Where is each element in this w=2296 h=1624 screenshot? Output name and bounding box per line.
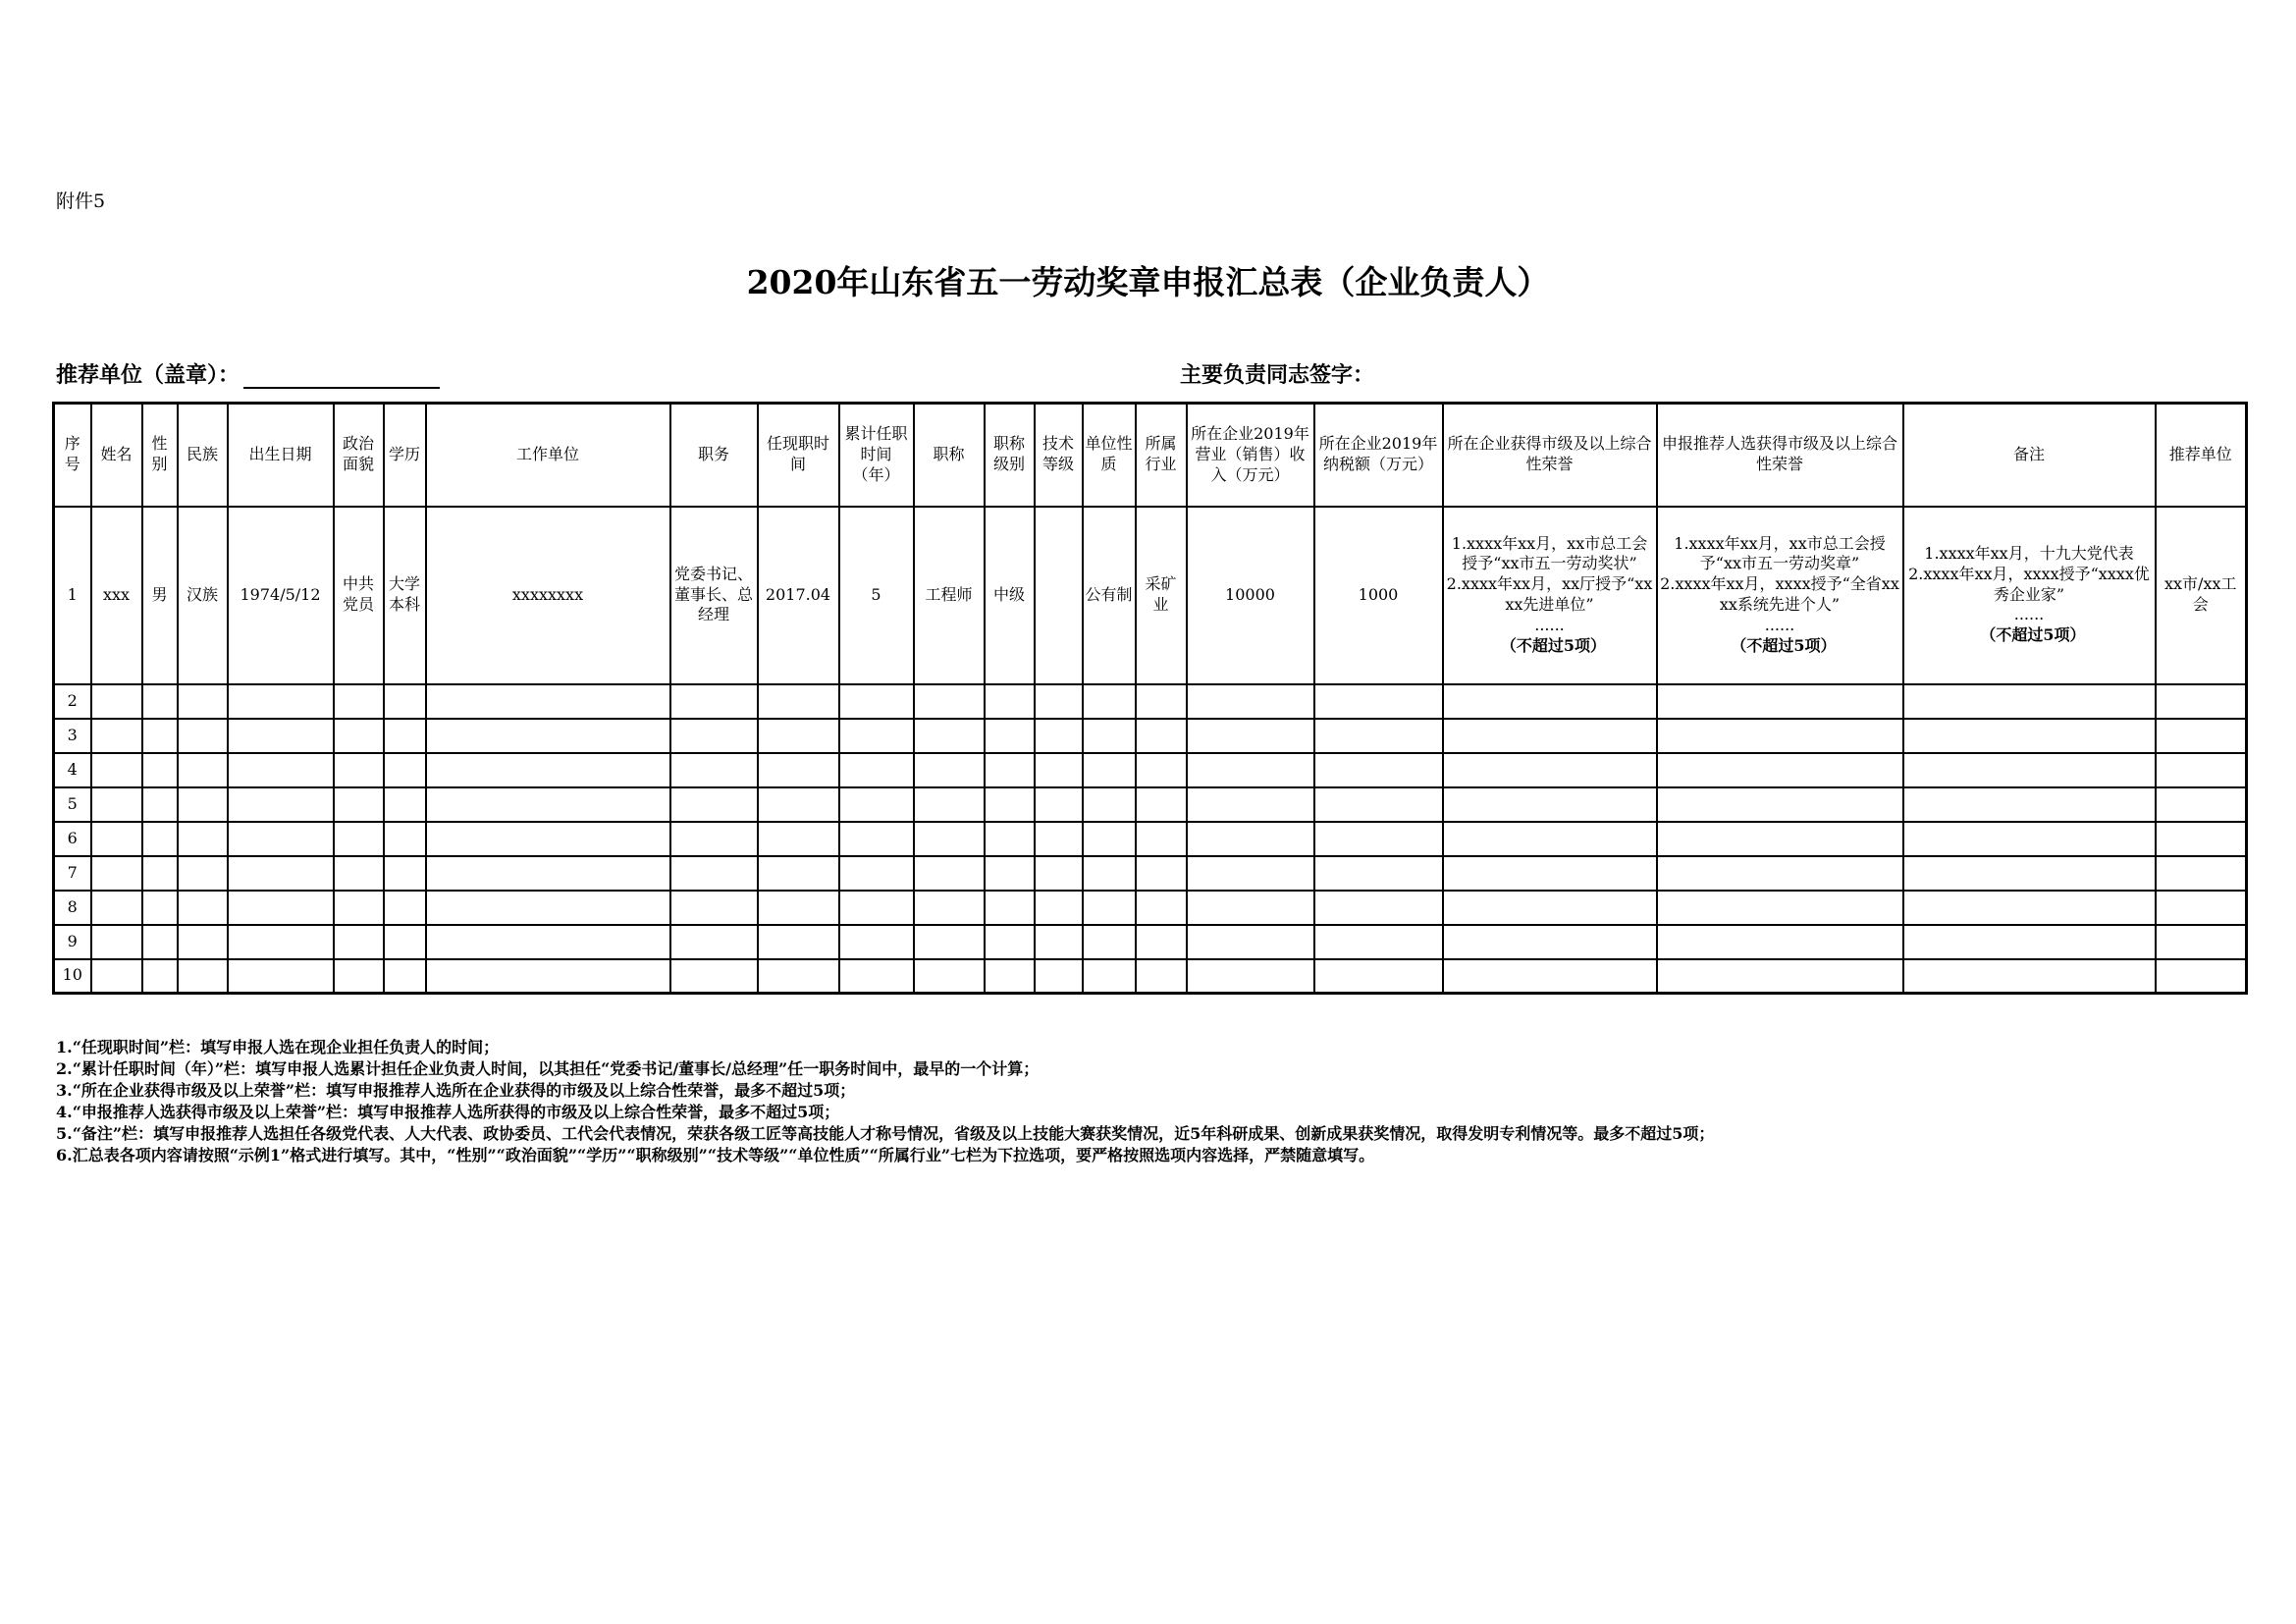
table-cell[interactable] bbox=[1083, 822, 1136, 856]
table-cell[interactable] bbox=[914, 891, 985, 925]
table-cell[interactable] bbox=[142, 753, 178, 787]
table-cell[interactable] bbox=[426, 959, 670, 994]
table-cell[interactable] bbox=[670, 787, 758, 822]
cell-no[interactable]: 10 bbox=[54, 959, 91, 994]
table-cell[interactable] bbox=[384, 925, 426, 959]
table-cell[interactable] bbox=[670, 684, 758, 719]
note-line: 6.汇总表各项内容请按照“示例1”格式进行填写。其中，“性别”“政治面貌”“学历”“职称级别”“技术等级”“单位性质”“所属行业”七栏为下拉选项，要严格按照选项内容选择，严禁随意填写。 bbox=[56, 1146, 1375, 1164]
table-row bbox=[54, 684, 2247, 719]
table-cell[interactable] bbox=[1187, 959, 1314, 994]
table-row bbox=[54, 959, 2247, 994]
table-cell[interactable] bbox=[1035, 787, 1083, 822]
honor-line: ...... bbox=[1764, 615, 1795, 634]
table-cell[interactable] bbox=[914, 925, 985, 959]
table-cell[interactable] bbox=[1187, 684, 1314, 719]
table-cell[interactable] bbox=[91, 856, 142, 891]
table-cell[interactable] bbox=[228, 753, 334, 787]
col-header: 学历 bbox=[384, 404, 426, 507]
table-cell[interactable] bbox=[1083, 753, 1136, 787]
honor-line: 2.xxxx年xx月，xxxx授予“全省xxxx系统先进个人” bbox=[1660, 574, 1899, 614]
table-cell[interactable] bbox=[1657, 684, 1903, 719]
table-cell[interactable] bbox=[1187, 787, 1314, 822]
table-cell[interactable] bbox=[142, 719, 178, 753]
table-cell[interactable] bbox=[228, 719, 334, 753]
table-cell[interactable] bbox=[1314, 684, 1443, 719]
table-cell[interactable] bbox=[91, 753, 142, 787]
table-cell[interactable] bbox=[1657, 856, 1903, 891]
cell-no[interactable]: 9 bbox=[54, 925, 91, 959]
table-cell[interactable] bbox=[1136, 925, 1187, 959]
table-cell[interactable] bbox=[985, 891, 1035, 925]
table-cell[interactable] bbox=[91, 719, 142, 753]
table-cell[interactable] bbox=[178, 684, 228, 719]
table-cell[interactable] bbox=[1136, 753, 1187, 787]
cell-no[interactable]: 5 bbox=[54, 787, 91, 822]
col-header: 职务 bbox=[670, 404, 758, 507]
table-cell[interactable] bbox=[1083, 856, 1136, 891]
cell-recommender[interactable]: xx市/xx工会 bbox=[2156, 507, 2247, 684]
table-cell[interactable] bbox=[670, 719, 758, 753]
table-cell[interactable] bbox=[91, 891, 142, 925]
cell-name[interactable]: xxx bbox=[91, 507, 142, 684]
table-cell[interactable] bbox=[334, 925, 384, 959]
table-cell[interactable] bbox=[178, 891, 228, 925]
table-cell[interactable] bbox=[914, 753, 985, 787]
table-cell[interactable] bbox=[384, 684, 426, 719]
note-line: 5.“备注”栏：填写申报推荐人选担任各级党代表、人大代表、政协委员、工代会代表情况，荣获各级工匠等高技能人才称号情况，省级及以上技能大赛获奖情况，近5年科研成果、创新成果获奖情况，取得发明专利情况等。最多不超过5项； bbox=[56, 1124, 1715, 1143]
table-cell[interactable] bbox=[985, 719, 1035, 753]
table-cell[interactable] bbox=[839, 753, 914, 787]
table-cell[interactable] bbox=[384, 959, 426, 994]
table-cell[interactable] bbox=[1136, 684, 1187, 719]
cell-tax[interactable]: 1000 bbox=[1314, 507, 1443, 684]
table-cell[interactable] bbox=[384, 822, 426, 856]
cell-no[interactable]: 1 bbox=[54, 507, 91, 684]
table-cell[interactable] bbox=[2156, 959, 2247, 994]
table-cell[interactable] bbox=[1187, 891, 1314, 925]
table-cell[interactable] bbox=[426, 891, 670, 925]
table-cell[interactable] bbox=[1903, 787, 2156, 822]
cell-remarks[interactable] bbox=[1903, 507, 2156, 684]
table-cell[interactable] bbox=[1903, 856, 2156, 891]
col-header: 申报推荐人选获得市级及以上综合性荣誉 bbox=[1657, 404, 1903, 507]
table-cell[interactable] bbox=[670, 856, 758, 891]
table-cell[interactable] bbox=[1657, 719, 1903, 753]
table-cell[interactable] bbox=[1314, 753, 1443, 787]
table-cell[interactable] bbox=[1443, 787, 1657, 822]
table-cell[interactable] bbox=[1314, 719, 1443, 753]
table-cell[interactable] bbox=[178, 787, 228, 822]
remark-line: 2.xxxx年xx月，xxxx授予“xxxx优秀企业家” bbox=[1908, 564, 2150, 604]
limit-note: （不超过5项） bbox=[1731, 635, 1837, 655]
col-header: 姓名 bbox=[91, 404, 142, 507]
table-cell[interactable] bbox=[334, 822, 384, 856]
table-cell[interactable] bbox=[1083, 959, 1136, 994]
table-cell[interactable] bbox=[1035, 959, 1083, 994]
table-cell[interactable] bbox=[1083, 925, 1136, 959]
col-header: 所属行业 bbox=[1136, 404, 1187, 507]
table-cell[interactable] bbox=[1035, 891, 1083, 925]
note-line: 1.“任现职时间”栏：填写申报人选在现企业担任负责人的时间； bbox=[56, 1038, 500, 1056]
table-cell[interactable] bbox=[178, 822, 228, 856]
table-cell[interactable] bbox=[914, 959, 985, 994]
table-cell[interactable] bbox=[142, 856, 178, 891]
table-row bbox=[54, 787, 2247, 822]
table-cell[interactable] bbox=[758, 684, 839, 719]
table-cell[interactable] bbox=[1903, 891, 2156, 925]
table-cell[interactable] bbox=[178, 719, 228, 753]
note-line: 4.“申报推荐人选获得市级及以上荣誉”栏：填写申报推荐人选所获得的市级及以上综合性荣誉，最多不超过5项； bbox=[56, 1103, 840, 1121]
table-cell[interactable] bbox=[914, 822, 985, 856]
table-cell[interactable] bbox=[1187, 753, 1314, 787]
table-cell[interactable] bbox=[2156, 891, 2247, 925]
table-cell[interactable] bbox=[758, 959, 839, 994]
table-cell[interactable] bbox=[670, 822, 758, 856]
table-cell[interactable] bbox=[839, 719, 914, 753]
table-cell[interactable] bbox=[1136, 891, 1187, 925]
table-cell[interactable] bbox=[384, 891, 426, 925]
table-row bbox=[54, 507, 2247, 684]
table-cell[interactable] bbox=[1314, 925, 1443, 959]
table-cell[interactable] bbox=[1136, 822, 1187, 856]
col-header: 累计任职时间（年） bbox=[839, 404, 914, 507]
table-cell[interactable] bbox=[384, 719, 426, 753]
table-cell[interactable] bbox=[1314, 787, 1443, 822]
table-cell[interactable] bbox=[91, 959, 142, 994]
limit-note: （不超过5项） bbox=[1500, 635, 1607, 655]
table-cell[interactable] bbox=[142, 822, 178, 856]
table-cell[interactable] bbox=[1083, 719, 1136, 753]
table-cell[interactable] bbox=[1136, 787, 1187, 822]
cell-no[interactable]: 8 bbox=[54, 891, 91, 925]
table-cell[interactable] bbox=[758, 891, 839, 925]
cell-industry[interactable]: 采矿业 bbox=[1136, 507, 1187, 684]
table-cell[interactable] bbox=[670, 925, 758, 959]
table-cell[interactable] bbox=[1903, 719, 2156, 753]
table-cell[interactable] bbox=[758, 753, 839, 787]
table-cell[interactable] bbox=[2156, 925, 2247, 959]
table-cell[interactable] bbox=[1657, 925, 1903, 959]
col-header: 推荐单位 bbox=[2156, 404, 2247, 507]
cell-education[interactable]: 大学本科 bbox=[384, 507, 426, 684]
table-cell[interactable] bbox=[426, 856, 670, 891]
col-header: 备注 bbox=[1903, 404, 2156, 507]
col-header: 工作单位 bbox=[426, 404, 670, 507]
table-cell[interactable] bbox=[839, 787, 914, 822]
table-cell[interactable] bbox=[1187, 925, 1314, 959]
table-cell[interactable] bbox=[914, 787, 985, 822]
table-row bbox=[54, 753, 2247, 787]
attachment-label: 附件5 bbox=[56, 190, 106, 212]
table-cell[interactable] bbox=[985, 822, 1035, 856]
table-cell[interactable] bbox=[334, 959, 384, 994]
col-header: 所在企业获得市级及以上综合性荣誉 bbox=[1443, 404, 1657, 507]
cell-title[interactable]: 工程师 bbox=[914, 507, 985, 684]
table-cell[interactable] bbox=[178, 925, 228, 959]
table-cell[interactable] bbox=[2156, 719, 2247, 753]
table-cell[interactable] bbox=[1083, 787, 1136, 822]
table-cell[interactable] bbox=[334, 787, 384, 822]
table-cell[interactable] bbox=[142, 891, 178, 925]
col-header: 所在企业2019年营业（销售）收入（万元） bbox=[1187, 404, 1314, 507]
honor-line: 1.xxxx年xx月，xx市总工会授予“xx市五一劳动奖章” bbox=[1674, 533, 1886, 573]
cell-no[interactable]: 3 bbox=[54, 719, 91, 753]
note-line: 3.“所在企业获得市级及以上荣誉”栏：填写申报推荐人选所在企业获得的市级及以上综合性荣誉，最多不超过5项； bbox=[56, 1081, 856, 1100]
table-cell[interactable] bbox=[142, 684, 178, 719]
col-header: 所在企业2019年纳税额（万元） bbox=[1314, 404, 1443, 507]
table-cell[interactable] bbox=[228, 684, 334, 719]
table-row bbox=[54, 719, 2247, 753]
notes bbox=[56, 1037, 1714, 1166]
table-cell[interactable] bbox=[914, 856, 985, 891]
table-cell[interactable] bbox=[1035, 684, 1083, 719]
table-cell[interactable] bbox=[1657, 959, 1903, 994]
table-cell[interactable] bbox=[1657, 753, 1903, 787]
table-cell[interactable] bbox=[1903, 753, 2156, 787]
table-cell[interactable] bbox=[1314, 959, 1443, 994]
table-cell[interactable] bbox=[1903, 822, 2156, 856]
remark-line: ...... bbox=[2013, 605, 2045, 624]
table-cell[interactable] bbox=[228, 856, 334, 891]
table-cell[interactable] bbox=[142, 925, 178, 959]
summary-table bbox=[52, 402, 2248, 995]
table-cell[interactable] bbox=[334, 856, 384, 891]
table-cell[interactable] bbox=[985, 959, 1035, 994]
table-cell[interactable] bbox=[1443, 719, 1657, 753]
table-cell[interactable] bbox=[1903, 925, 2156, 959]
table-cell[interactable] bbox=[1443, 959, 1657, 994]
table-cell[interactable] bbox=[1187, 719, 1314, 753]
honor-line: 1.xxxx年xx月，xx市总工会授予“xx市五一劳动奖状” bbox=[1451, 533, 1648, 573]
table-cell[interactable] bbox=[1035, 753, 1083, 787]
signature-label: 主要负责同志签字： bbox=[1180, 362, 1375, 388]
table-cell[interactable] bbox=[758, 856, 839, 891]
cell-no[interactable]: 6 bbox=[54, 822, 91, 856]
table-cell[interactable] bbox=[178, 753, 228, 787]
table-cell[interactable] bbox=[1657, 787, 1903, 822]
table-cell[interactable] bbox=[334, 719, 384, 753]
table-cell[interactable] bbox=[839, 925, 914, 959]
table-cell[interactable] bbox=[839, 822, 914, 856]
table-cell[interactable] bbox=[1443, 753, 1657, 787]
table-cell[interactable] bbox=[1136, 959, 1187, 994]
cell-political[interactable]: 中共党员 bbox=[334, 507, 384, 684]
table-cell[interactable] bbox=[1035, 856, 1083, 891]
cell-since[interactable]: 2017.04 bbox=[758, 507, 839, 684]
col-header: 职称 bbox=[914, 404, 985, 507]
table-cell[interactable] bbox=[839, 891, 914, 925]
table-cell[interactable] bbox=[1443, 925, 1657, 959]
table-cell[interactable] bbox=[91, 822, 142, 856]
col-header: 序号 bbox=[54, 404, 91, 507]
cell-no[interactable]: 2 bbox=[54, 684, 91, 719]
cell-employer[interactable]: xxxxxxxx bbox=[426, 507, 670, 684]
table-cell[interactable] bbox=[228, 822, 334, 856]
table-cell[interactable] bbox=[839, 959, 914, 994]
table-cell[interactable] bbox=[1035, 822, 1083, 856]
table-cell[interactable] bbox=[384, 753, 426, 787]
recommender-label: 推荐单位（盖章）： bbox=[56, 362, 240, 388]
table-cell[interactable] bbox=[985, 753, 1035, 787]
col-header: 技术等级 bbox=[1035, 404, 1083, 507]
table-row bbox=[54, 856, 2247, 891]
table-cell[interactable] bbox=[228, 959, 334, 994]
cell-years[interactable]: 5 bbox=[839, 507, 914, 684]
table-cell[interactable] bbox=[178, 856, 228, 891]
table-cell[interactable] bbox=[384, 787, 426, 822]
table-cell[interactable] bbox=[758, 822, 839, 856]
cell-birth[interactable]: 1974/5/12 bbox=[228, 507, 334, 684]
table-cell[interactable] bbox=[334, 891, 384, 925]
table-cell[interactable] bbox=[91, 925, 142, 959]
table-cell[interactable] bbox=[1187, 856, 1314, 891]
table-cell[interactable] bbox=[142, 959, 178, 994]
cell-title-level[interactable]: 中级 bbox=[985, 507, 1035, 684]
table-cell[interactable] bbox=[228, 925, 334, 959]
cell-no[interactable]: 7 bbox=[54, 856, 91, 891]
table-cell[interactable] bbox=[985, 684, 1035, 719]
table-cell[interactable] bbox=[985, 787, 1035, 822]
table-cell[interactable] bbox=[426, 822, 670, 856]
table-cell[interactable] bbox=[1903, 959, 2156, 994]
table-cell[interactable] bbox=[1443, 822, 1657, 856]
table-row bbox=[54, 822, 2247, 856]
table-cell[interactable] bbox=[1083, 684, 1136, 719]
col-header: 民族 bbox=[178, 404, 228, 507]
table-cell[interactable] bbox=[1187, 822, 1314, 856]
table-cell[interactable] bbox=[334, 684, 384, 719]
table-cell[interactable] bbox=[2156, 856, 2247, 891]
table-cell[interactable] bbox=[670, 891, 758, 925]
table-cell[interactable] bbox=[426, 684, 670, 719]
table-cell[interactable] bbox=[2156, 822, 2247, 856]
table-cell[interactable] bbox=[1035, 719, 1083, 753]
table-cell[interactable] bbox=[1083, 891, 1136, 925]
cell-company-honors[interactable] bbox=[1443, 507, 1657, 684]
table-cell[interactable] bbox=[426, 753, 670, 787]
table-cell[interactable] bbox=[1136, 719, 1187, 753]
table-cell[interactable] bbox=[1443, 684, 1657, 719]
table-cell[interactable] bbox=[670, 959, 758, 994]
table-cell[interactable] bbox=[985, 925, 1035, 959]
table-cell[interactable] bbox=[1443, 856, 1657, 891]
col-header: 出生日期 bbox=[228, 404, 334, 507]
table-cell[interactable] bbox=[228, 787, 334, 822]
page-title: 2020年山东省五一劳动奖章申报汇总表（企业负责人） bbox=[746, 263, 1550, 301]
col-header: 政治面貌 bbox=[334, 404, 384, 507]
cell-unit-nature[interactable]: 公有制 bbox=[1083, 507, 1136, 684]
cell-ethnicity[interactable]: 汉族 bbox=[178, 507, 228, 684]
table-cell[interactable] bbox=[914, 719, 985, 753]
table-row bbox=[54, 925, 2247, 959]
cell-revenue[interactable]: 10000 bbox=[1187, 507, 1314, 684]
table-cell[interactable] bbox=[91, 787, 142, 822]
col-header: 单位性质 bbox=[1083, 404, 1136, 507]
table-cell[interactable] bbox=[839, 684, 914, 719]
table-cell[interactable] bbox=[1903, 684, 2156, 719]
table-cell[interactable] bbox=[228, 891, 334, 925]
cell-no[interactable]: 4 bbox=[54, 753, 91, 787]
limit-note: （不超过5项） bbox=[1980, 625, 2086, 645]
table-cell[interactable] bbox=[1657, 891, 1903, 925]
col-header: 职称级别 bbox=[985, 404, 1035, 507]
table-row bbox=[54, 891, 2247, 925]
table-cell[interactable] bbox=[1136, 856, 1187, 891]
table-cell[interactable] bbox=[426, 787, 670, 822]
table-cell[interactable] bbox=[1443, 891, 1657, 925]
table-cell[interactable] bbox=[334, 753, 384, 787]
honor-line: ...... bbox=[1534, 615, 1565, 634]
table-cell[interactable] bbox=[384, 856, 426, 891]
cell-person-honors[interactable] bbox=[1657, 507, 1903, 684]
table-cell[interactable] bbox=[1657, 822, 1903, 856]
recommender-blank[interactable] bbox=[243, 367, 440, 389]
table-cell[interactable] bbox=[2156, 753, 2247, 787]
table-cell[interactable] bbox=[758, 787, 839, 822]
cell-tech-grade[interactable] bbox=[1035, 507, 1083, 684]
honor-line: 2.xxxx年xx月，xx厅授予“xxxx先进单位” bbox=[1446, 574, 1653, 614]
table-cell[interactable] bbox=[1314, 891, 1443, 925]
table-cell[interactable] bbox=[758, 719, 839, 753]
table-cell[interactable] bbox=[91, 684, 142, 719]
table-cell[interactable] bbox=[2156, 684, 2247, 719]
cell-position[interactable]: 党委书记、董事长、总经理 bbox=[670, 507, 758, 684]
table-cell[interactable] bbox=[914, 684, 985, 719]
table-cell[interactable] bbox=[426, 719, 670, 753]
recommender-field bbox=[56, 358, 440, 389]
table-cell[interactable] bbox=[839, 856, 914, 891]
table-cell[interactable] bbox=[1035, 925, 1083, 959]
table-cell[interactable] bbox=[1314, 856, 1443, 891]
header-row bbox=[54, 404, 2247, 507]
col-header: 任现职时间 bbox=[758, 404, 839, 507]
table-cell[interactable] bbox=[670, 753, 758, 787]
table-cell[interactable] bbox=[2156, 787, 2247, 822]
cell-gender[interactable]: 男 bbox=[142, 507, 178, 684]
remark-line: 1.xxxx年xx月，十九大党代表 bbox=[1924, 544, 2134, 563]
note-line: 2.“累计任职时间（年）”栏：填写申报人选累计担任企业负责人时间，以其担任“党委书记/董事长/总经理”任一职务时间中，最早的一个计算； bbox=[56, 1059, 1040, 1078]
table-cell[interactable] bbox=[758, 925, 839, 959]
table-cell[interactable] bbox=[985, 856, 1035, 891]
table-cell[interactable] bbox=[1314, 822, 1443, 856]
col-header: 性别 bbox=[142, 404, 178, 507]
table-cell[interactable] bbox=[178, 959, 228, 994]
table-cell[interactable] bbox=[142, 787, 178, 822]
table-cell[interactable] bbox=[426, 925, 670, 959]
